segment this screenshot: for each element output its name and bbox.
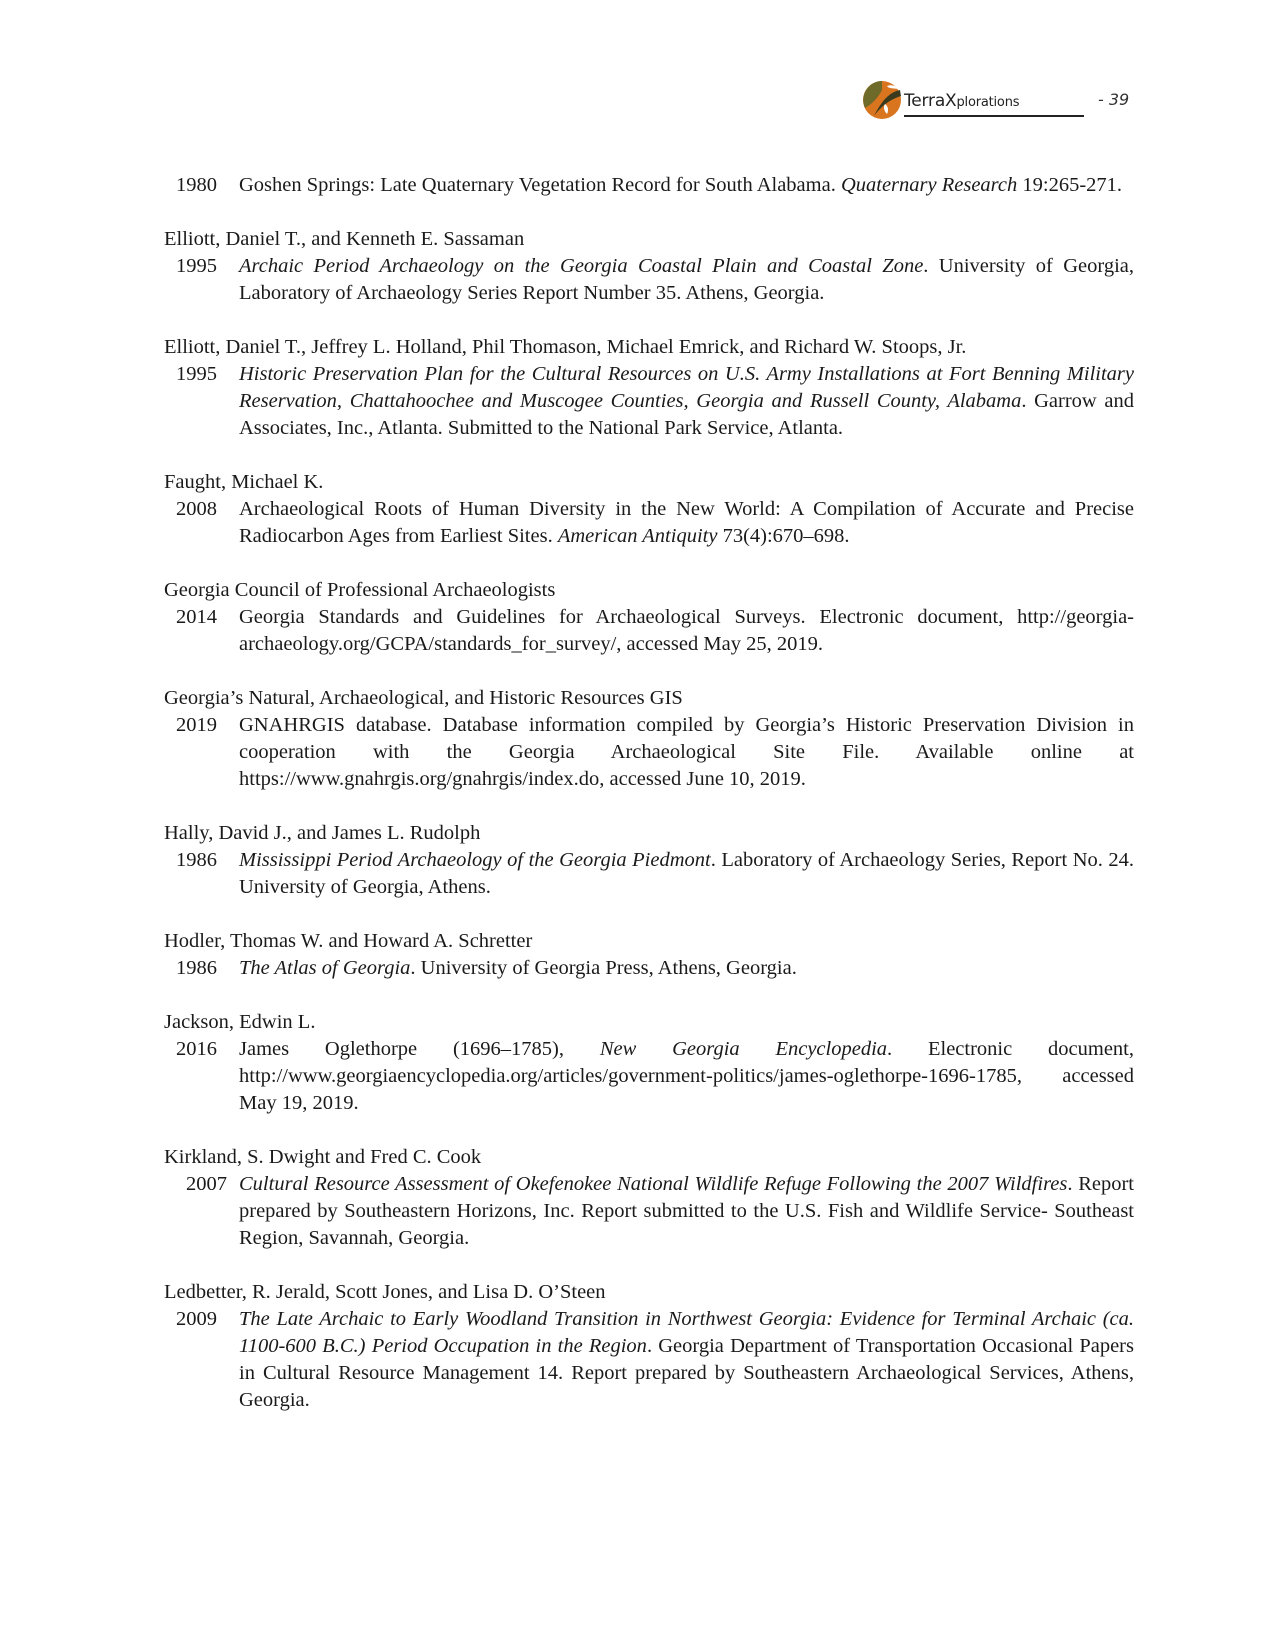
citation-title-italic: Archaic Period Archaeology on the Georgia Coastal Plain and Coastal Zone xyxy=(239,255,924,277)
brand-name xyxy=(904,91,1019,111)
citation-text: . Garrow and Associates, Inc., Atlanta. Submitted to the National Park Service, Atlanta. xyxy=(239,390,1134,439)
reference-citation xyxy=(164,172,1134,199)
citation-title-italic: American Antiquity xyxy=(557,525,718,547)
reference-year: 2014 xyxy=(176,606,217,628)
reference-year: 2016 xyxy=(176,1038,217,1060)
reference-citation xyxy=(164,1036,1134,1117)
citation-text: . Report prepared by Southeastern Horizons, Inc. Report submitted to the U.S. Fish and Wildlife Service- Southeast Region, Savannah, Georgia. xyxy=(239,1173,1135,1249)
citation-text: . Electronic document, http://www.georgiaencyclopedia.org/articles/government-politics/james-oglethorpe-1696-1785, accessed May 19, 2019. xyxy=(239,1038,1134,1114)
citation-title-italic: Historic Preservation Plan for the Cultural Resources on U.S. Army Installations at Fort Benning Military Reservation, Chattahoochee and Muscogee Counties, Georgia and Russell County, Alabama xyxy=(239,363,1134,412)
reference-citation xyxy=(164,361,1134,442)
reference-author: Elliott, Daniel T., and Kenneth E. Sassaman xyxy=(164,228,525,250)
reference-year: 1986 xyxy=(176,957,217,979)
page-header xyxy=(862,80,1134,120)
reference-entry xyxy=(164,334,1134,442)
reference-author: Faught, Michael K. xyxy=(164,471,324,493)
citation-text: James Oglethorpe (1696–1785), xyxy=(239,1038,600,1060)
reference-year: 1995 xyxy=(176,255,217,277)
reference-year: 2019 xyxy=(176,714,217,736)
reference-citation xyxy=(164,847,1134,901)
reference-author: Hally, David J., and James L. Rudolph xyxy=(164,822,481,844)
citation-text: 73(4):670–698. xyxy=(717,525,850,547)
citation-title-italic: Mississippi Period Archaeology of the Georgia Piedmont xyxy=(239,849,711,871)
reference-year: 2007 xyxy=(186,1173,227,1195)
citation-text: GNAHRGIS database. Database information compiled by Georgia’s Historic Preservation Division in cooperation with the Georgia Archaeological Site File. Available online at https://www.gnahrgis.org/gnahrgis/index.do, accessed June 10, 2019. xyxy=(239,714,1134,790)
reference-citation xyxy=(164,712,1134,793)
citation-title-italic: The Atlas of Georgia xyxy=(239,957,411,979)
reference-author: Ledbetter, R. Jerald, Scott Jones, and Lisa D. O’Steen xyxy=(164,1281,606,1303)
reference-entry xyxy=(164,577,1134,658)
citation-title-italic: Cultural Resource Assessment of Okefenokee National Wildlife Refuge Following the 2007 Wildfires xyxy=(239,1173,1068,1195)
terraxplorations-logo-icon xyxy=(862,80,902,120)
citation-text: . Laboratory of Archaeology Series, Report No. 24. University of Georgia, Athens. xyxy=(239,849,1134,898)
reference-citation xyxy=(164,1171,1134,1252)
brand-underline xyxy=(904,115,1084,117)
reference-year: 2008 xyxy=(176,498,217,520)
reference-entry xyxy=(164,1009,1134,1117)
reference-author: Hodler, Thomas W. and Howard A. Schretter xyxy=(164,930,533,952)
citation-text: . Georgia Department of Transportation Occasional Papers in Cultural Resource Management 14. Report prepared by Southeastern Archaeological Services, Athens, Georgia. xyxy=(239,1335,1134,1411)
reference-entry xyxy=(164,685,1134,793)
reference-citation xyxy=(164,253,1134,307)
reference-entry xyxy=(164,1279,1134,1414)
citation-text: Goshen Springs: Late Quaternary Vegetation Record for South Alabama. xyxy=(239,174,841,196)
reference-entry xyxy=(164,226,1134,307)
reference-author: Jackson, Edwin L. xyxy=(164,1011,316,1033)
citation-text: Archaeological Roots of Human Diversity in the New World: A Compilation of Accurate and Precise Radiocarbon Ages from Earliest Sites. xyxy=(239,498,1134,547)
citation-text: 19:265-271. xyxy=(1017,174,1123,196)
citation-title-italic: New Georgia Encyclopedia xyxy=(599,1038,888,1060)
reference-year: 2009 xyxy=(176,1308,217,1330)
reference-entry xyxy=(164,1144,1134,1252)
reference-entry xyxy=(164,928,1134,982)
reference-entry xyxy=(164,172,1134,199)
citation-text: . University of Georgia, Laboratory of Archaeology Series Report Number 35. Athens, Georgia. xyxy=(239,255,1134,304)
brand-rest: plorations xyxy=(956,95,1020,110)
citation-title-italic: The Late Archaic to Early Woodland Transition in Northwest Georgia: Evidence for Terminal Archaic (ca. 1100-600 B.C.) Period Occupation in the Region xyxy=(239,1308,1134,1357)
reference-author: Georgia’s Natural, Archaeological, and Historic Resources GIS xyxy=(164,687,683,709)
reference-year: 1995 xyxy=(176,363,217,385)
reference-author: Georgia Council of Professional Archaeologists xyxy=(164,579,556,601)
reference-citation xyxy=(164,604,1134,658)
reference-citation xyxy=(164,1306,1134,1414)
reference-citation xyxy=(164,955,1134,982)
reference-author: Kirkland, S. Dwight and Fred C. Cook xyxy=(164,1146,482,1168)
reference-entry xyxy=(164,820,1134,901)
brand-main: TerraX xyxy=(904,91,957,111)
reference-year: 1980 xyxy=(176,174,217,196)
reference-citation xyxy=(164,496,1134,550)
reference-author: Elliott, Daniel T., Jeffrey L. Holland, Phil Thomason, Michael Emrick, and Richard W. Stoops, Jr. xyxy=(164,336,967,358)
page-number: - 39 xyxy=(1098,90,1130,109)
citation-text: Georgia Standards and Guidelines for Archaeological Surveys. Electronic document, http://georgia-archaeology.org/GCPA/standards_for_survey/, accessed May 25, 2019. xyxy=(239,606,1134,655)
citation-text: . University of Georgia Press, Athens, Georgia. xyxy=(410,957,797,979)
reference-year: 1986 xyxy=(176,849,217,871)
citation-title-italic: Quaternary Research xyxy=(840,174,1018,196)
reference-entry xyxy=(164,469,1134,550)
reference-list xyxy=(164,172,1134,1441)
